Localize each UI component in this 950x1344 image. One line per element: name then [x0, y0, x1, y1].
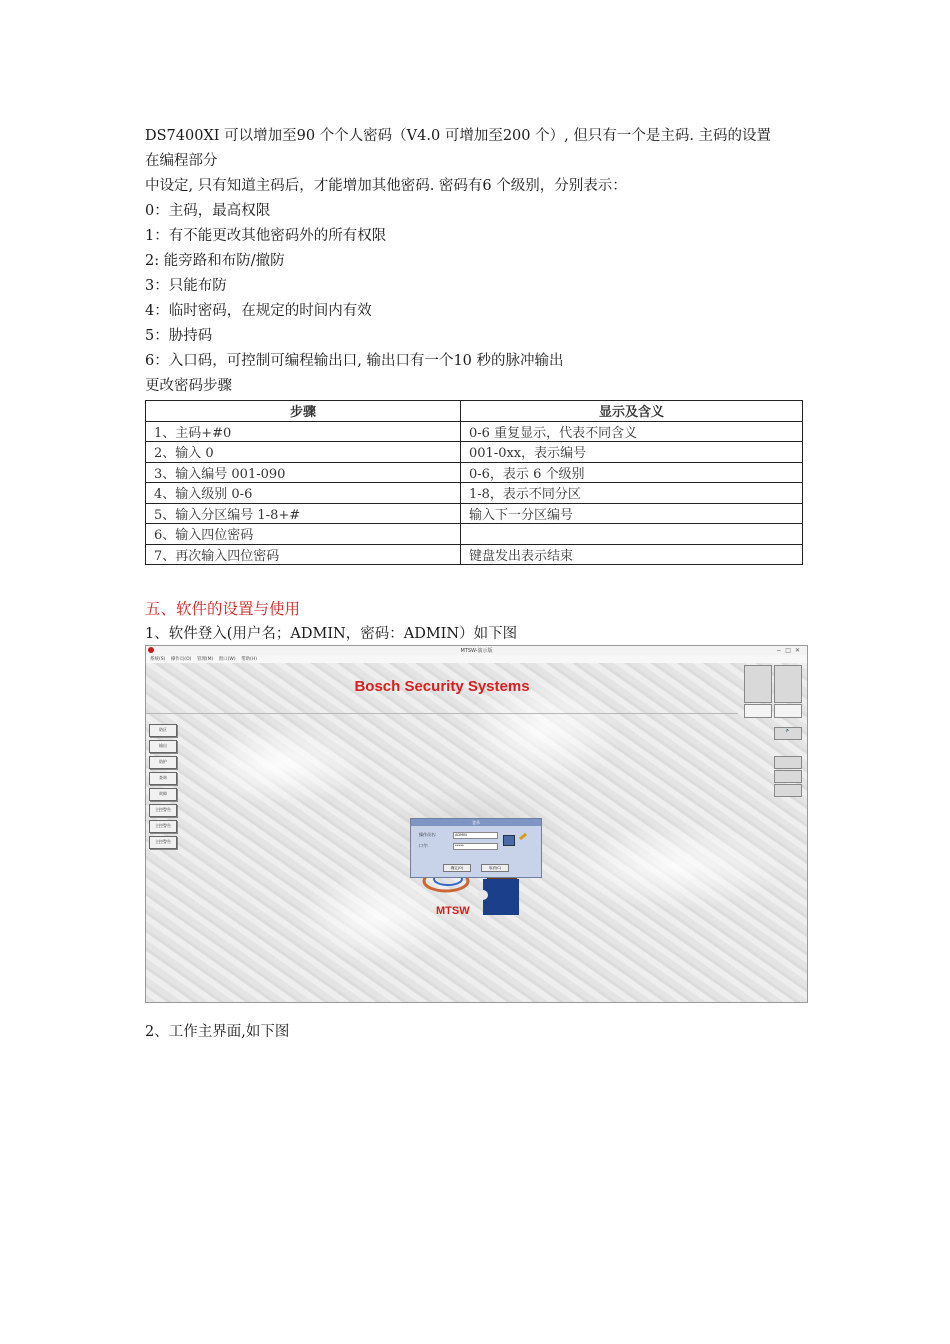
table-header-row	[146, 401, 803, 422]
side-button-output[interactable]: 输出	[149, 740, 177, 753]
side-button-alarm-1[interactable]: 主控警告	[149, 804, 177, 817]
meaning-cell: 0-6 重复显示，代表不同含义	[461, 421, 803, 442]
menu-operator[interactable]: 操作员(O)	[170, 657, 192, 662]
menu-system[interactable]: 系统(S)	[150, 657, 166, 662]
speaker-icon[interactable]: 🔈	[774, 727, 802, 740]
meaning-cell: 输入下一分区编号	[461, 503, 803, 524]
meaning-cell: 001-0xx，表示编号	[461, 442, 803, 463]
window-title: MTSW-演示版	[460, 648, 493, 654]
table-row	[146, 544, 803, 565]
steps-title: 更改密码步骤	[145, 378, 232, 394]
menu-window[interactable]: 窗口(W)	[218, 657, 236, 662]
level-6: 6：入口码，可控制可编程输出口, 输出口有一个10 秒的脉冲输出	[145, 353, 564, 369]
key-icon	[519, 833, 527, 840]
step-cell: 6、输入四位密码	[146, 524, 461, 545]
side-button-alarm-3[interactable]: 主控警告	[149, 836, 177, 849]
header-steps: 步骤	[146, 401, 461, 422]
meaning-cell	[461, 524, 803, 545]
side-button-query[interactable]: 查询	[149, 772, 177, 785]
login-caption: 1、软件登入(用户名；ADMIN，密码：ADMIN）如下图	[145, 626, 518, 642]
status-button-1[interactable]	[774, 756, 802, 769]
intro-line-2: 在编程部分	[145, 153, 218, 169]
section-heading: 五、软件的设置与使用	[145, 600, 301, 618]
intro-line-1: DS7400XI 可以增加至90 个个人密码（V4.0 可增加至200 个）, 但只有一个是主码. 主码的设置	[145, 128, 772, 144]
login-cancel-button[interactable]: 取消(C)	[481, 864, 509, 872]
main-ui-caption: 2、工作主界面,如下图	[145, 1024, 290, 1040]
level-3: 3：只能布防	[145, 278, 227, 294]
panel-select[interactable]	[744, 704, 772, 718]
menu-manage[interactable]: 管理(M)	[196, 657, 214, 662]
computer-icon	[503, 835, 515, 846]
side-button-protect[interactable]: 防护	[149, 756, 177, 769]
alarm-panel-button-2[interactable]	[774, 665, 802, 703]
meaning-cell: 键盘发出表示结束	[461, 544, 803, 565]
level-2: 2: 能旁路和布防/撤防	[145, 253, 285, 269]
table-row	[146, 462, 803, 483]
step-cell: 3、输入编号 001-090	[146, 462, 461, 483]
password-field[interactable]: *****	[453, 843, 498, 850]
mtsw-logo-text: MTSW	[436, 905, 470, 917]
puzzle-piece-blue-icon	[483, 879, 519, 915]
side-button-alarm-2[interactable]: 主控警告	[149, 820, 177, 833]
level-1: 1：有不能更改其他密码外的所有权限	[145, 228, 387, 244]
alarm-panel-button-1[interactable]	[744, 665, 772, 703]
step-cell: 7、再次输入四位密码	[146, 544, 461, 565]
meaning-cell: 0-6，表示 6 个级别	[461, 462, 803, 483]
step-cell: 2、输入 0	[146, 442, 461, 463]
level-4: 4：临时密码，在规定的时间内有效	[145, 303, 372, 319]
table-row	[146, 524, 803, 545]
table-row	[146, 503, 803, 524]
step-cell: 5、输入分区编号 1-8+#	[146, 503, 461, 524]
status-button-2[interactable]	[774, 770, 802, 783]
menu-bar	[146, 655, 807, 663]
meaning-cell: 1-8，表示不同分区	[461, 483, 803, 504]
menu-help[interactable]: 帮助(H)	[241, 657, 257, 662]
table-row	[146, 483, 803, 504]
side-button-fault[interactable]: 故障	[149, 788, 177, 801]
username-label: 操作员名:	[419, 832, 437, 837]
login-ok-button[interactable]: 确定(O)	[443, 864, 471, 872]
banner-divider	[146, 713, 738, 714]
intro-line-3: 中设定, 只有知道主码后，才能增加其他密码. 密码有6 个级别，分别表示：	[145, 178, 627, 194]
password-label: 口令:	[419, 843, 429, 848]
table-row	[146, 442, 803, 463]
login-dialog-title: 登录	[411, 819, 541, 826]
window-controls[interactable]: −□✕	[776, 647, 804, 654]
username-field[interactable]: ADMIN	[453, 832, 498, 839]
brand-title: Bosch Security Systems	[354, 678, 530, 695]
step-cell: 4、输入级别 0-6	[146, 483, 461, 504]
puzzle-notch	[478, 890, 488, 900]
steps-table	[145, 400, 803, 565]
status-button-3[interactable]	[774, 784, 802, 797]
table-row	[146, 421, 803, 442]
login-dialog	[410, 818, 542, 878]
side-button-zone[interactable]: 防区	[149, 724, 177, 737]
panel-confirm-button[interactable]	[774, 704, 802, 718]
level-0: 0：主码，最高权限	[145, 203, 271, 219]
header-meaning: 显示及含义	[461, 401, 803, 422]
step-cell: 1、主码+#0	[146, 421, 461, 442]
level-5: 5：胁持码	[145, 328, 213, 344]
software-screenshot	[145, 645, 808, 1003]
workspace-canvas	[146, 663, 807, 1002]
